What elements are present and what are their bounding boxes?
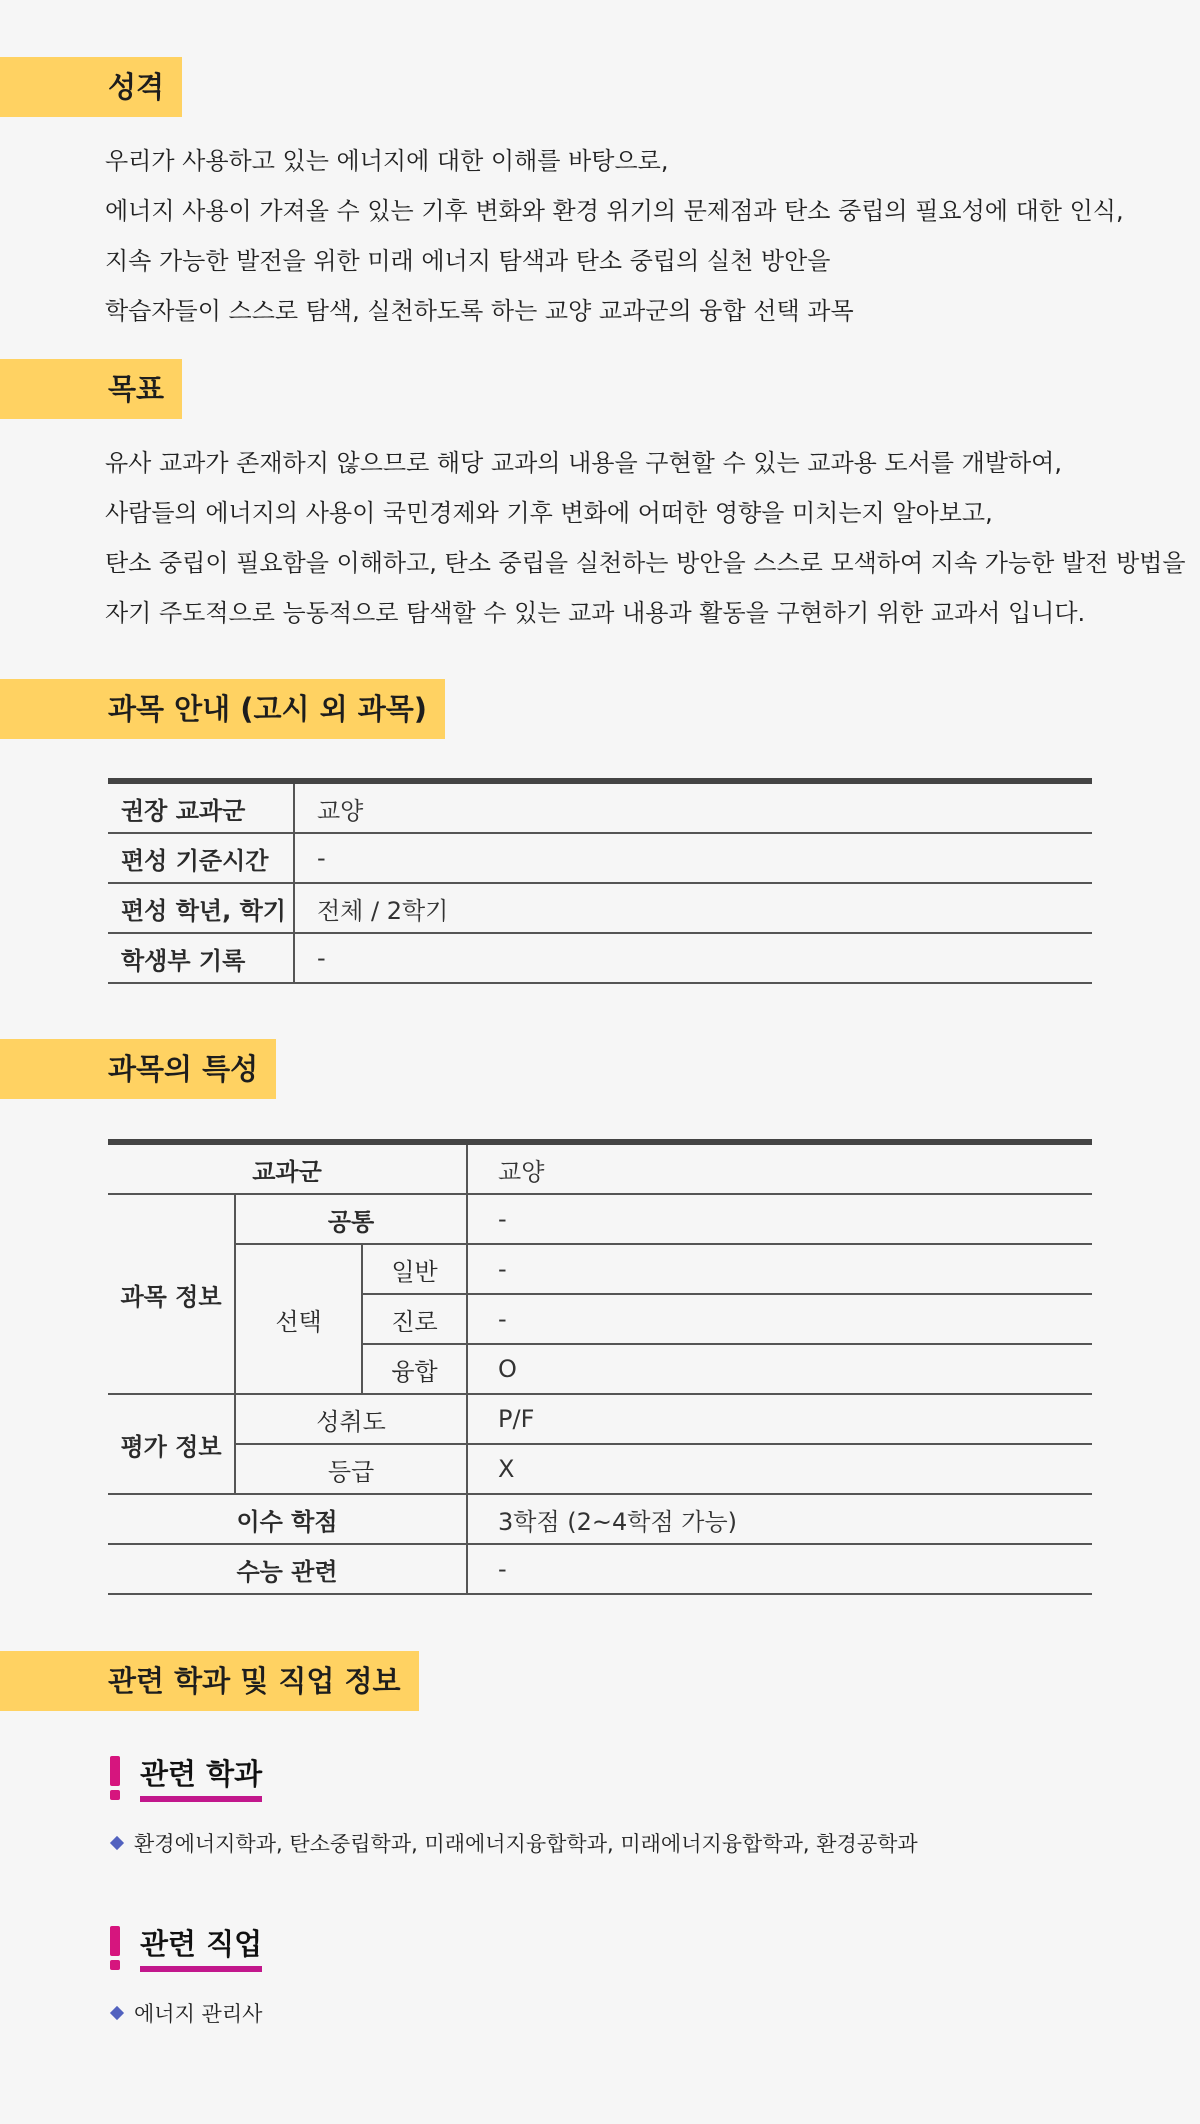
diamond-bullet-icon xyxy=(110,1836,124,1850)
table-row xyxy=(108,1444,1092,1494)
elective-label: 선택 xyxy=(235,1244,362,1394)
grade-value: X xyxy=(467,1444,1092,1494)
jobs-title: 관련 직업 xyxy=(140,1924,262,1972)
features-table xyxy=(108,1139,1092,1595)
diamond-bullet-icon xyxy=(110,2006,124,2020)
row-value: - xyxy=(294,833,1092,883)
general-value: - xyxy=(467,1244,1092,1294)
common-value: - xyxy=(467,1194,1092,1244)
jobs-text: 에너지 관리사 xyxy=(134,2002,263,2026)
credits-value: 3학점 (2~4학점 가능) xyxy=(467,1494,1092,1544)
career-label: 진로 xyxy=(362,1294,467,1344)
goal-line: 자기 주도적으로 능동적으로 탐색할 수 있는 교과 내용과 활동을 구현하기 위한 교과서 입니다. xyxy=(105,599,1086,627)
table-row xyxy=(108,1244,1092,1294)
csat-value: - xyxy=(467,1544,1092,1594)
table-row xyxy=(108,833,1092,883)
subject-info-label: 과목 정보 xyxy=(108,1194,235,1394)
character-paragraph xyxy=(105,136,1124,336)
table-row xyxy=(108,1544,1092,1594)
eval-info-label: 평가 정보 xyxy=(108,1394,235,1494)
achievement-label: 성취도 xyxy=(235,1394,467,1444)
section-title-goal: 목표 xyxy=(0,359,182,419)
goal-line: 유사 교과가 존재하지 않으므로 해당 교과의 내용을 구현할 수 있는 교과용 도서를 개발하여, xyxy=(105,449,1062,477)
table-row xyxy=(108,1142,1092,1194)
character-line: 에너지 사용이 가져올 수 있는 기후 변화와 환경 위기의 문제점과 탄소 중립의 필요성에 대한 인식, xyxy=(105,197,1124,225)
table-row xyxy=(108,1194,1092,1244)
exclamation-icon xyxy=(108,1926,122,1970)
section-title-related: 관련 학과 및 직업 정보 xyxy=(0,1651,419,1711)
jobs-heading xyxy=(108,1924,262,1972)
section-title-features: 과목의 특성 xyxy=(0,1039,276,1099)
departments-heading xyxy=(108,1754,262,1802)
jobs-list xyxy=(110,1998,262,2028)
character-line: 지속 가능한 발전을 위한 미래 에너지 탐색과 탄소 중립의 실천 방안을 xyxy=(105,247,831,275)
career-value: - xyxy=(467,1294,1092,1344)
common-label: 공통 xyxy=(235,1194,467,1244)
goal-line: 탄소 중립이 필요함을 이해하고, 탄소 중립을 실천하는 방안을 스스로 모색하여 지속 가능한 발전 방법을 xyxy=(105,549,1186,577)
goal-paragraph xyxy=(105,438,1186,638)
row-value: 전체 / 2학기 xyxy=(294,883,1092,933)
row-value: 교양 xyxy=(294,781,1092,833)
section-title-course-info: 과목 안내 (고시 외 과목) xyxy=(0,679,445,739)
character-line: 우리가 사용하고 있는 에너지에 대한 이해를 바탕으로, xyxy=(105,147,669,175)
table-row xyxy=(108,1494,1092,1544)
table-row xyxy=(108,883,1092,933)
goal-line: 사람들의 에너지의 사용이 국민경제와 기후 변화에 어떠한 영향을 미치는지 알아보고, xyxy=(105,499,993,527)
departments-title: 관련 학과 xyxy=(140,1754,262,1802)
convergence-value: O xyxy=(467,1344,1092,1394)
table-row xyxy=(108,1394,1092,1444)
general-label: 일반 xyxy=(362,1244,467,1294)
table-row xyxy=(108,933,1092,983)
row-key: 편성 기준시간 xyxy=(108,833,294,883)
section-title-character: 성격 xyxy=(0,57,182,117)
row-key: 학생부 기록 xyxy=(108,933,294,983)
convergence-label: 융합 xyxy=(362,1344,467,1394)
table-row xyxy=(108,781,1092,833)
achievement-value: P/F xyxy=(467,1394,1092,1444)
departments-list xyxy=(110,1828,918,1858)
row-key: 편성 학년, 학기 xyxy=(108,883,294,933)
subject-group-value: 교양 xyxy=(467,1142,1092,1194)
row-value: - xyxy=(294,933,1092,983)
row-key: 권장 교과군 xyxy=(108,781,294,833)
subject-group-label: 교과군 xyxy=(108,1142,467,1194)
csat-label: 수능 관련 xyxy=(108,1544,467,1594)
character-line: 학습자들이 스스로 탐색, 실천하도록 하는 교양 교과군의 융합 선택 과목 xyxy=(105,297,854,325)
exclamation-icon xyxy=(108,1756,122,1800)
grade-label: 등급 xyxy=(235,1444,467,1494)
credits-label: 이수 학점 xyxy=(108,1494,467,1544)
course-info-table xyxy=(108,778,1092,984)
departments-text: 환경에너지학과, 탄소중립학과, 미래에너지융합학과, 미래에너지융합학과, 환경공학과 xyxy=(134,1832,918,1856)
